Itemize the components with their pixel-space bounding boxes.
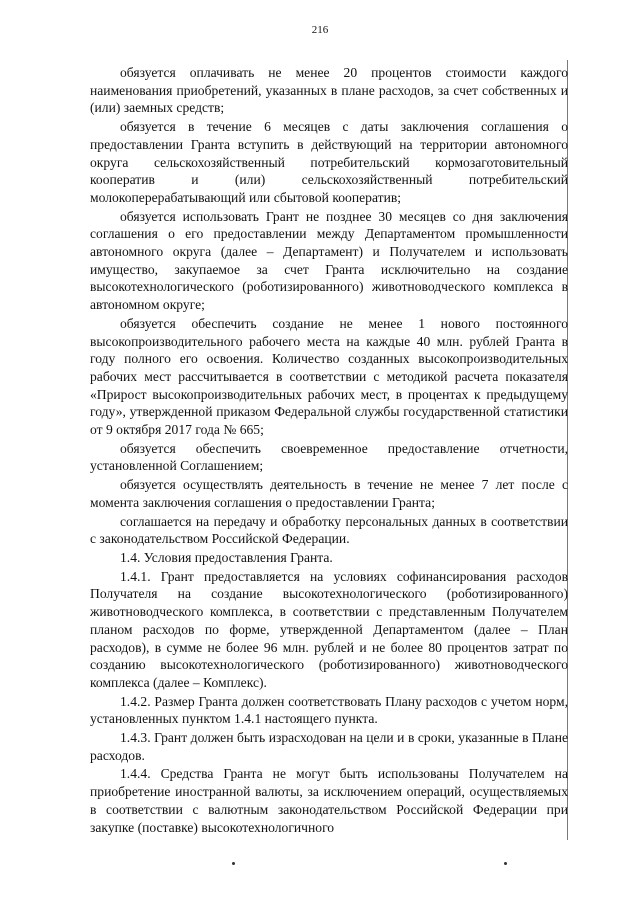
- paragraph: обязуется в течение 6 месяцев с даты заключения соглашения о предоставлении Гранта вступить в действующий на территории автономного округа сельскохозяйственный потребительский кормозаготовительный кооператив и (или) сельскохозяйственный потребительский молокоперерабатывающий или сбытовой кооператив;: [90, 119, 568, 205]
- scan-dot-mark: [232, 862, 235, 865]
- paragraph: соглашается на передачу и обработку персональных данных в соответствии с законодательством Российской Федерации.: [90, 513, 568, 547]
- page-number: 216: [311, 24, 329, 36]
- paragraph: 1.4.4. Средства Гранта не могут быть использованы Получателем на приобретение иностранной валюты, за исключением операций, осуществляемых в соответствии с валютным законодательством Российской Федерации при закупке (поставке) высокотехнологичного: [90, 766, 568, 835]
- paragraph: обязуется использовать Грант не позднее 30 месяцев со дня заключения соглашения о его предоставлении между Департаментом промышленности автономного округа (далее – Департамент) и Получателем и использовать имущество, закупаемое за счет Гранта исключительно на создание высокотехнологического (роботизированного) животноводческого комплекса в автономном округе;: [90, 208, 568, 313]
- paragraph: обязуется оплачивать не менее 20 процентов стоимости каждого наименования приобретений, указанных в плане расходов, за счет собственных и (или) заемных средств;: [90, 65, 568, 116]
- document-body: [90, 64, 568, 836]
- paragraph: обязуется обеспечить создание не менее 1 нового постоянного высокопроизводительного рабочего места на каждые 40 млн. рублей Гранта в году полного его освоения. Количество созданных высокопроизводительных рабочих мест рассчитывается в соответствии с методикой расчета показателя «Прирост высокопроизводительных рабочих мест, в процентах к предыдущему году», утвержденной приказом Федеральной службы государственной статистики от 9 октября 2017 года № 665;: [90, 315, 568, 438]
- paragraph: 1.4.3. Грант должен быть израсходован на цели и в сроки, указанные в Плане расходов.: [90, 730, 568, 763]
- paragraph: обязуется обеспечить своевременное предоставление отчетности, установленной Соглашением;: [90, 440, 568, 474]
- scan-dot-mark: [504, 862, 507, 865]
- paragraph: обязуется осуществлять деятельность в течение не менее 7 лет после с момента заключения соглашения о предоставлении Гранта;: [90, 477, 568, 510]
- paragraph: 1.4.2. Размер Гранта должен соответствовать Плану расходов с учетом норм, установленных пунктом 1.4.1 настоящего пункта.: [90, 693, 568, 727]
- section-heading: 1.4. Условия предоставления Гранта.: [120, 549, 333, 565]
- paragraph: 1.4.1. Грант предоставляется на условиях софинансирования расходов Получателя на создание высокотехнологического (роботизированного) животноводческого комплекса, в соответствии с представленным Получателем планом расходов по форме, утвержденной Департаментом (далее – План расходов), в сумме не более 96 млн. рублей и не более 80 процентов затрат по созданию высокотехнологического (роботизированного) животноводческого комплекса (далее – Комплекс).: [90, 568, 568, 690]
